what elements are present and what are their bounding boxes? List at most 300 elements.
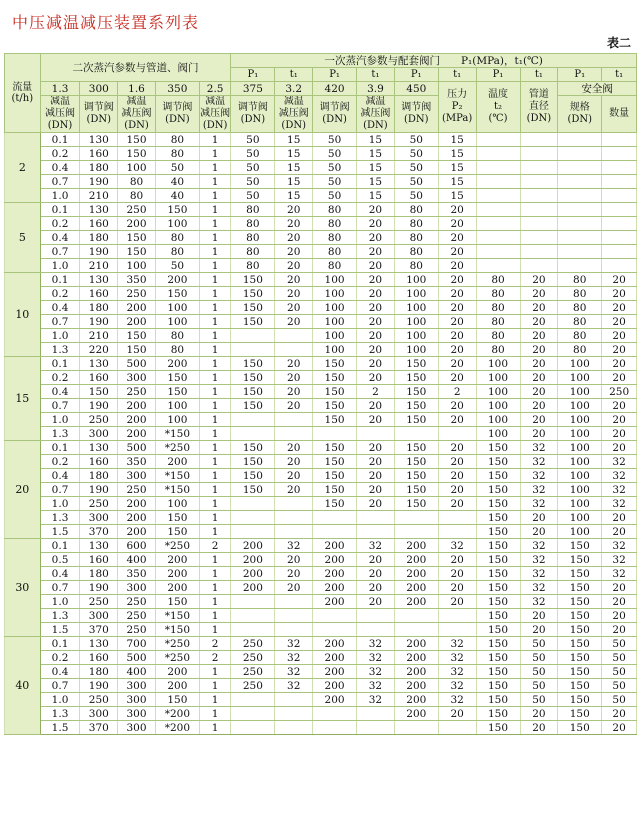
table-cell: 150 xyxy=(558,581,602,595)
table-cell: 80 xyxy=(231,245,275,259)
table-cell: 100 xyxy=(558,511,602,525)
table-row xyxy=(5,203,637,217)
table-cell: 100 xyxy=(558,371,602,385)
table-cell xyxy=(476,189,520,203)
table-cell: 20 xyxy=(357,441,395,455)
table-cell: 15 xyxy=(275,175,313,189)
secondary-steam-header: 二次蒸汽参数与管道、阀门 xyxy=(40,54,231,82)
table-cell xyxy=(520,175,558,189)
table-cell: 20 xyxy=(438,567,476,581)
table-cell: 500 xyxy=(118,441,156,455)
table-cell xyxy=(438,623,476,637)
table-cell: 80 xyxy=(313,217,357,231)
table-cell: 350 xyxy=(118,567,156,581)
table-cell: 20 xyxy=(357,259,395,273)
table-cell: 20 xyxy=(602,721,637,735)
table-cell: 0.7 xyxy=(40,315,80,329)
table-row xyxy=(5,637,637,651)
table-cell: 1 xyxy=(199,581,230,595)
table-cell: 1.3 xyxy=(40,427,80,441)
table-cell: 15 xyxy=(438,175,476,189)
table-cell: 1 xyxy=(199,175,230,189)
table-cell: 20 xyxy=(520,301,558,315)
table-cell: 150 xyxy=(231,371,275,385)
table-cell: 80 xyxy=(118,175,156,189)
table-cell xyxy=(231,707,275,721)
table-cell: 1 xyxy=(199,595,230,609)
table-cell: 1 xyxy=(199,161,230,175)
table-cell: 150 xyxy=(118,329,156,343)
table-number: 表二 xyxy=(606,36,631,50)
table-cell xyxy=(275,609,313,623)
table-cell: 1 xyxy=(199,189,230,203)
table-cell: 50 xyxy=(520,665,558,679)
table-cell: 20 xyxy=(438,231,476,245)
table-cell: 150 xyxy=(313,399,357,413)
table-cell: 150 xyxy=(476,511,520,525)
table-cell: 100 xyxy=(394,329,438,343)
table-cell: 0.1 xyxy=(40,637,80,651)
table-cell: 150 xyxy=(476,693,520,707)
table-row xyxy=(5,623,637,637)
table-cell: *250 xyxy=(155,651,199,665)
table-cell: 250 xyxy=(80,693,118,707)
table-cell: 32 xyxy=(357,651,395,665)
regulator-valve-header: 调节阀 (DN) xyxy=(313,96,357,133)
table-cell: 50 xyxy=(520,693,558,707)
table-cell: 20 xyxy=(520,399,558,413)
table-cell: 150 xyxy=(231,301,275,315)
table-cell: 20 xyxy=(602,357,637,371)
table-cell: 50 xyxy=(313,175,357,189)
table-cell: 0.4 xyxy=(40,469,80,483)
table-cell: 250 xyxy=(118,203,156,217)
table-cell: 50 xyxy=(155,259,199,273)
table-cell: 100 xyxy=(155,399,199,413)
table-cell: 150 xyxy=(118,245,156,259)
table-cell: 50 xyxy=(602,679,637,693)
table-cell: 15 xyxy=(438,133,476,147)
table-cell: 0.4 xyxy=(40,385,80,399)
table-cell: 20 xyxy=(438,245,476,259)
table-cell xyxy=(313,525,357,539)
table-cell: 1 xyxy=(199,315,230,329)
table-cell: 150 xyxy=(155,693,199,707)
table-cell: 20 xyxy=(520,371,558,385)
table-cell: 150 xyxy=(476,469,520,483)
table-cell: 32 xyxy=(357,665,395,679)
table-cell: 32 xyxy=(275,679,313,693)
t1-label: t₁ xyxy=(520,68,558,82)
table-cell: 32 xyxy=(357,693,395,707)
table-cell: 20 xyxy=(275,203,313,217)
table-cell: 0.7 xyxy=(40,399,80,413)
table-cell: 20 xyxy=(438,259,476,273)
table-cell: 20 xyxy=(520,343,558,357)
table-cell: 1 xyxy=(199,329,230,343)
table-cell: 2 xyxy=(357,385,395,399)
table-cell: 1 xyxy=(199,343,230,357)
table-cell: 32 xyxy=(275,539,313,553)
table-cell xyxy=(520,189,558,203)
table-cell: 20 xyxy=(520,721,558,735)
table-cell: 160 xyxy=(80,147,118,161)
table-cell: 150 xyxy=(558,567,602,581)
table-cell: 150 xyxy=(558,665,602,679)
table-row xyxy=(5,357,637,371)
table-cell: 1 xyxy=(199,679,230,693)
table-cell xyxy=(558,245,602,259)
table-cell: 160 xyxy=(80,651,118,665)
table-cell: 20 xyxy=(602,609,637,623)
table-cell xyxy=(602,203,637,217)
table-cell: 150 xyxy=(313,413,357,427)
table-cell xyxy=(275,623,313,637)
table-cell: 20 xyxy=(357,595,395,609)
table-cell: 150 xyxy=(155,511,199,525)
table-cell: 50 xyxy=(313,133,357,147)
table-cell: 150 xyxy=(313,483,357,497)
table-cell: 80 xyxy=(155,231,199,245)
table-cell: 0.4 xyxy=(40,301,80,315)
table-cell: 150 xyxy=(394,357,438,371)
table-cell: 50 xyxy=(231,161,275,175)
flow-value: 40 xyxy=(5,637,41,735)
table-cell: 20 xyxy=(438,315,476,329)
table-cell xyxy=(558,175,602,189)
table-cell: 0.2 xyxy=(40,371,80,385)
table-cell: 150 xyxy=(476,497,520,511)
table-cell: 100 xyxy=(476,427,520,441)
table-cell: 400 xyxy=(118,553,156,567)
table-cell: *200 xyxy=(155,721,199,735)
table-cell xyxy=(558,217,602,231)
table-cell xyxy=(275,329,313,343)
table-cell: 80 xyxy=(476,329,520,343)
table-cell: 200 xyxy=(118,497,156,511)
table-cell: 20 xyxy=(275,217,313,231)
table-cell: 200 xyxy=(394,637,438,651)
table-cell: 250 xyxy=(80,413,118,427)
table-cell: 20 xyxy=(520,623,558,637)
table-cell: 80 xyxy=(155,245,199,259)
table-cell: 20 xyxy=(357,203,395,217)
table-cell: 150 xyxy=(231,469,275,483)
table-cell: 20 xyxy=(357,567,395,581)
table-cell xyxy=(558,189,602,203)
table-cell: 100 xyxy=(558,497,602,511)
table-cell: 200 xyxy=(313,595,357,609)
table-cell: 80 xyxy=(313,245,357,259)
table-cell: 80 xyxy=(155,343,199,357)
table-cell: 15 xyxy=(357,175,395,189)
table-cell: 32 xyxy=(520,497,558,511)
table-cell xyxy=(476,259,520,273)
table-cell xyxy=(275,511,313,525)
flow-value: 10 xyxy=(5,273,41,357)
table-cell: 1.0 xyxy=(40,259,80,273)
table-cell: 1 xyxy=(199,371,230,385)
table-cell: 200 xyxy=(118,301,156,315)
table-cell: 20 xyxy=(602,413,637,427)
table-cell: 0.7 xyxy=(40,679,80,693)
table-cell: 1 xyxy=(199,707,230,721)
table-cell xyxy=(438,427,476,441)
table-row xyxy=(5,553,637,567)
table-cell: 0.2 xyxy=(40,217,80,231)
table-cell: 50 xyxy=(602,651,637,665)
table-cell: 150 xyxy=(558,679,602,693)
table-cell: 20 xyxy=(357,357,395,371)
table-cell xyxy=(438,511,476,525)
table-cell: 32 xyxy=(602,497,637,511)
table-cell: 80 xyxy=(558,343,602,357)
table-cell: 150 xyxy=(394,455,438,469)
table-cell: 200 xyxy=(313,581,357,595)
table-cell xyxy=(602,147,637,161)
table-cell: 0.7 xyxy=(40,581,80,595)
table-cell: 32 xyxy=(275,651,313,665)
table-cell: 20 xyxy=(602,399,637,413)
regulator-valve-header: 调节阀 (DN) xyxy=(394,96,438,133)
table-cell: 200 xyxy=(394,707,438,721)
table-cell: 300 xyxy=(80,609,118,623)
table-row xyxy=(5,707,637,721)
table-cell: 150 xyxy=(476,623,520,637)
table-cell: 1 xyxy=(199,217,230,231)
flow-value: 15 xyxy=(5,357,41,441)
table-cell: 50 xyxy=(394,175,438,189)
table-cell: 40 xyxy=(155,175,199,189)
temperature-header: 温度 t₂ (℃) xyxy=(476,82,520,133)
table-row xyxy=(5,609,637,623)
table-cell: 200 xyxy=(155,567,199,581)
table-cell xyxy=(602,133,637,147)
table-cell: 100 xyxy=(558,413,602,427)
table-cell xyxy=(602,189,637,203)
table-cell: 20 xyxy=(275,301,313,315)
table-cell: 50 xyxy=(394,133,438,147)
table-row xyxy=(5,441,637,455)
table-cell: 200 xyxy=(231,539,275,553)
table-cell: 150 xyxy=(394,497,438,511)
table-cell: 250 xyxy=(231,651,275,665)
table-cell: 1 xyxy=(199,273,230,287)
table-cell: 20 xyxy=(275,259,313,273)
table-cell: 130 xyxy=(80,273,118,287)
table-cell: 150 xyxy=(476,651,520,665)
table-cell xyxy=(357,623,395,637)
table-cell xyxy=(558,259,602,273)
table-cell: 80 xyxy=(558,287,602,301)
table-cell: 20 xyxy=(357,315,395,329)
table-cell xyxy=(438,721,476,735)
table-cell: 20 xyxy=(438,217,476,231)
table-cell: 1.0 xyxy=(40,693,80,707)
table-cell: 200 xyxy=(231,581,275,595)
table-cell xyxy=(313,707,357,721)
table-cell: 20 xyxy=(602,441,637,455)
table-cell: 20 xyxy=(275,273,313,287)
table-cell: 20 xyxy=(275,553,313,567)
table-cell: 190 xyxy=(80,245,118,259)
table-cell xyxy=(602,175,637,189)
table-cell: 32 xyxy=(438,651,476,665)
table-cell: 150 xyxy=(231,483,275,497)
table-cell: 160 xyxy=(80,371,118,385)
table-cell: 15 xyxy=(275,189,313,203)
table-cell: 200 xyxy=(155,679,199,693)
table-cell: 32 xyxy=(438,637,476,651)
table-cell: 80 xyxy=(476,343,520,357)
table-cell: 50 xyxy=(231,133,275,147)
table-cell: 20 xyxy=(438,581,476,595)
table-cell xyxy=(275,693,313,707)
table-cell: 32 xyxy=(602,553,637,567)
table-cell: 1.0 xyxy=(40,329,80,343)
table-cell: 100 xyxy=(558,357,602,371)
table-cell: 300 xyxy=(118,693,156,707)
table-cell: 150 xyxy=(313,441,357,455)
table-row xyxy=(5,161,637,175)
table-cell: 0.1 xyxy=(40,539,80,553)
table-cell: 15 xyxy=(275,133,313,147)
table-cell: *150 xyxy=(155,609,199,623)
table-cell: 20 xyxy=(602,525,637,539)
table-cell: 32 xyxy=(438,693,476,707)
table-cell: 20 xyxy=(275,245,313,259)
regulator-valve-header: 调节阀 (DN) xyxy=(80,96,118,133)
table-cell: 2 xyxy=(199,637,230,651)
table-cell: 600 xyxy=(118,539,156,553)
table-cell: 32 xyxy=(357,637,395,651)
primary-value: 3.2 xyxy=(275,82,313,96)
table-cell: 300 xyxy=(118,469,156,483)
table-cell: 190 xyxy=(80,315,118,329)
table-cell: 150 xyxy=(231,441,275,455)
table-cell: 200 xyxy=(394,567,438,581)
flow-value: 30 xyxy=(5,539,41,637)
table-cell: 20 xyxy=(275,385,313,399)
table-cell: 150 xyxy=(313,357,357,371)
table-cell: *250 xyxy=(155,539,199,553)
table-cell: 200 xyxy=(155,553,199,567)
table-cell: 150 xyxy=(394,469,438,483)
table-cell: 20 xyxy=(275,315,313,329)
table-cell: 150 xyxy=(476,441,520,455)
table-cell: 20 xyxy=(438,203,476,217)
table-cell: 300 xyxy=(80,511,118,525)
table-cell: 150 xyxy=(476,637,520,651)
table-cell: 370 xyxy=(80,721,118,735)
table-cell: 250 xyxy=(118,287,156,301)
table-cell: 150 xyxy=(118,133,156,147)
table-cell: 20 xyxy=(602,511,637,525)
table-cell: 32 xyxy=(438,679,476,693)
table-cell: 100 xyxy=(118,259,156,273)
table-cell: 1 xyxy=(199,455,230,469)
table-cell: 20 xyxy=(520,329,558,343)
table-cell: 150 xyxy=(558,721,602,735)
table-cell: 80 xyxy=(118,189,156,203)
table-cell: 190 xyxy=(80,483,118,497)
table-cell xyxy=(357,707,395,721)
table-cell: 32 xyxy=(520,553,558,567)
table-cell: 250 xyxy=(231,679,275,693)
table-cell: 20 xyxy=(357,553,395,567)
table-cell: 40 xyxy=(155,189,199,203)
table-cell: 50 xyxy=(231,147,275,161)
table-cell: 20 xyxy=(357,455,395,469)
table-cell xyxy=(313,609,357,623)
table-row xyxy=(5,301,637,315)
table-cell xyxy=(357,721,395,735)
table-cell: 32 xyxy=(602,469,637,483)
flow-value: 20 xyxy=(5,441,41,539)
table-cell: 1.3 xyxy=(40,707,80,721)
table-cell: *150 xyxy=(155,469,199,483)
table-cell: 200 xyxy=(394,539,438,553)
table-cell: 250 xyxy=(118,385,156,399)
table-cell: 2 xyxy=(199,651,230,665)
table-cell xyxy=(558,133,602,147)
table-body xyxy=(5,133,637,735)
table-cell: 1 xyxy=(199,469,230,483)
table-cell: 400 xyxy=(118,665,156,679)
table-cell: 0.7 xyxy=(40,175,80,189)
table-cell: 80 xyxy=(231,217,275,231)
table-cell xyxy=(357,511,395,525)
table-cell: 1 xyxy=(199,497,230,511)
table-cell: 1.3 xyxy=(40,511,80,525)
table-row xyxy=(5,525,637,539)
p1-label: P₁ xyxy=(394,68,438,82)
regulator-valve-header: 调节阀 (DN) xyxy=(231,96,275,133)
table-cell: 200 xyxy=(118,315,156,329)
table-cell: 20 xyxy=(275,231,313,245)
table-cell: 20 xyxy=(357,329,395,343)
table-cell: 20 xyxy=(602,301,637,315)
table-cell: 130 xyxy=(80,357,118,371)
table-row xyxy=(5,189,637,203)
table-cell: 100 xyxy=(558,385,602,399)
table-cell: 150 xyxy=(155,525,199,539)
table-cell: 100 xyxy=(155,413,199,427)
table-cell: 150 xyxy=(80,385,118,399)
table-cell: 200 xyxy=(313,679,357,693)
table-cell: 20 xyxy=(438,483,476,497)
table-cell: 20 xyxy=(357,231,395,245)
p1-label: P₁ xyxy=(231,68,275,82)
table-cell: 150 xyxy=(231,273,275,287)
table-cell xyxy=(231,721,275,735)
table-cell: 150 xyxy=(313,497,357,511)
table-cell xyxy=(231,525,275,539)
table-cell: 300 xyxy=(118,679,156,693)
table-cell: 150 xyxy=(476,707,520,721)
table-cell: 20 xyxy=(275,441,313,455)
table-cell: 200 xyxy=(155,357,199,371)
table-cell: 100 xyxy=(155,217,199,231)
table-cell xyxy=(313,427,357,441)
table-cell: 200 xyxy=(394,651,438,665)
table-cell: 200 xyxy=(155,273,199,287)
table-cell: 20 xyxy=(602,623,637,637)
table-cell: 1 xyxy=(199,721,230,735)
table-cell: 50 xyxy=(520,651,558,665)
table-cell: 50 xyxy=(394,189,438,203)
table-cell: 150 xyxy=(476,721,520,735)
